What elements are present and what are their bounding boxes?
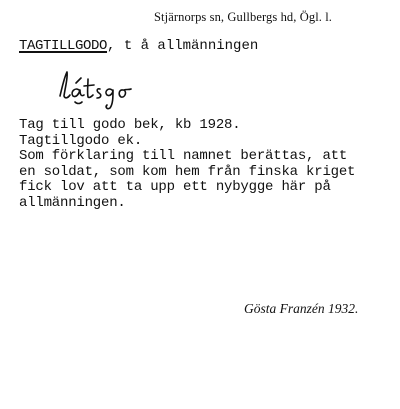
handwritten-pronunciation-note [52, 64, 144, 112]
body-line: Tagtillgodo ek. [19, 132, 143, 149]
body-line: fick lov att ta upp ett nybygge här på [19, 179, 331, 196]
location-header: Stjärnorps sn, Gullbergs hd, Ögl. l. [154, 10, 333, 24]
body-line: en soldat, som kom hem från finska kriget [19, 163, 356, 180]
body-line: Tag till godo bek, kb 1928. [19, 117, 241, 133]
body-line: allmänningen. [19, 194, 126, 211]
signature: Gösta Franzén 1932. [244, 301, 359, 316]
headword-line [19, 38, 258, 54]
body-line: Som förklaring till namnet berättas, att [19, 148, 348, 165]
headword-suffix: , t å allmänningen [107, 38, 259, 54]
headword: TAGTILLGODO [19, 38, 108, 54]
body-text [19, 118, 355, 212]
